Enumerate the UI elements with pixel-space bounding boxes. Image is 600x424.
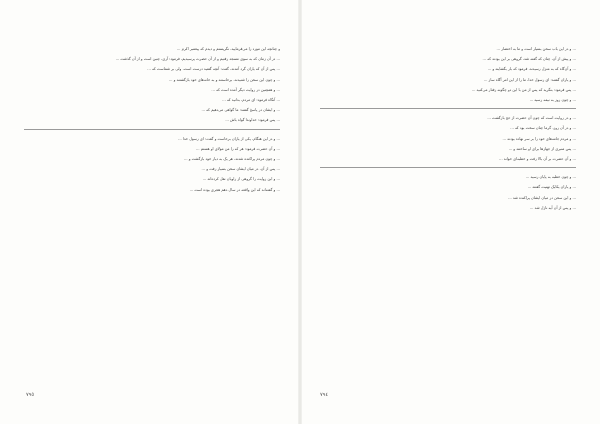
paragraph: ... و یاران گفتند: ای رسول خدا، ما را از این امر آگاه ساز ... [483, 77, 576, 82]
paragraph: ... و همچنین در روایت دیگر آمده است که ... [211, 87, 280, 92]
paragraph: ... آنگاه فرمود: ای مردم، بدانید که ... [222, 98, 280, 103]
paragraph: ... و گفته‌اند که این واقعه در سال دهم هجری بوده است ... [189, 187, 280, 192]
paragraph: ... پس منبری از جهازها برای او ساختند و ... [508, 146, 576, 151]
right-page-text-middle [320, 115, 576, 162]
paragraph: ... و چون مردم پراکنده شدند، هر یک به دیار خود بازگشت و ... [184, 157, 280, 162]
paragraph: ... پس از آن که یاران گرد آمدند، گفت: آنچه گفتید درست است، ولی بر شماست که ... [147, 67, 280, 72]
paragraph: ... و این سخن در میان ایشان پراکنده شد ... [508, 195, 576, 200]
paragraph: و چنانچه این مورد را می‌فرمایید، نگریستم و دیدم که پیغمبر اکرم ... [176, 47, 280, 51]
paragraph: ... و پیش از آن، چنان که گفته شد، گروهی بر این بودند که ... [482, 57, 576, 62]
paragraph: ... و آن‌گاه که به منزل رسیدند، فرمود که بار بگشایند و ... [487, 67, 576, 72]
paragraph: ... در آن زمان که به سوی مسجد رفتیم و از آن حضرت پرسیدیم، فرمود: آری، چنین است و از آن گذشت ... [115, 57, 280, 62]
paragraph: ... و چون خطبه به پایان رسید ... [525, 175, 576, 180]
paragraph: ... و چون روز به نیمه رسید ... [529, 98, 576, 103]
page-number: ٧٩٤ [320, 392, 329, 398]
right-page-text-lower [320, 174, 576, 211]
paragraph: ... و آن حضرت فرمود: هر که را من مولای او هستم ... [196, 146, 280, 151]
paragraph: ... و این روایت را گروهی از راویان نقل کرده‌اند ... [202, 177, 280, 182]
paragraph: ... و در روایت است که چون آن حضرت از حج بازگشت ... [487, 116, 576, 121]
paragraph: ... و در این باب سخن بسیار است و ما به اختصار ... [496, 47, 576, 51]
paragraph: ... پس از آن، در میان ایشان سخن بسیار رفت و ... [201, 167, 280, 172]
left-page-text-upper [24, 46, 280, 124]
page-number: ٧٩٥ [26, 392, 35, 398]
paragraph: ... و آن حضرت بر آن بالا رفت و خطبه‌ای خواند ... [499, 157, 576, 162]
section-divider [320, 167, 576, 168]
paragraph: ... و یاران یکایک تهنیت گفتند ... [527, 185, 576, 190]
paragraph: ... پس فرمود: بنگرید که پس از من با این دو چگونه رفتار می‌کنید ... [471, 87, 576, 92]
paragraph: ... و ایشان در پاسخ گفتند: ما گواهی می‌دهیم که ... [201, 108, 280, 113]
section-divider [320, 108, 576, 109]
paragraph: ... پس فرمود: خداوندا گواه باش ... [225, 118, 280, 123]
section-divider [24, 129, 280, 130]
paragraph: ... و در آن روز، گرما چنان سخت بود که ... [510, 126, 576, 131]
paragraph: ... و در این هنگام، یکی از یاران برخاست و گفت: ای رسول خدا ... [178, 136, 280, 141]
left-page-text-lower [24, 136, 280, 193]
right-page [300, 0, 600, 424]
paragraph: ... و مردم جامه‌های خود را بر سر نهاده بودند ... [502, 136, 576, 141]
paragraph: ... و پس از آن آیه نازل شد ... [529, 205, 576, 210]
right-page-text-upper [320, 46, 576, 103]
paragraph: ... و چون این سخن را شنیدند، برخاستند و به خانه‌های خود بازگشتند و ... [168, 77, 280, 82]
